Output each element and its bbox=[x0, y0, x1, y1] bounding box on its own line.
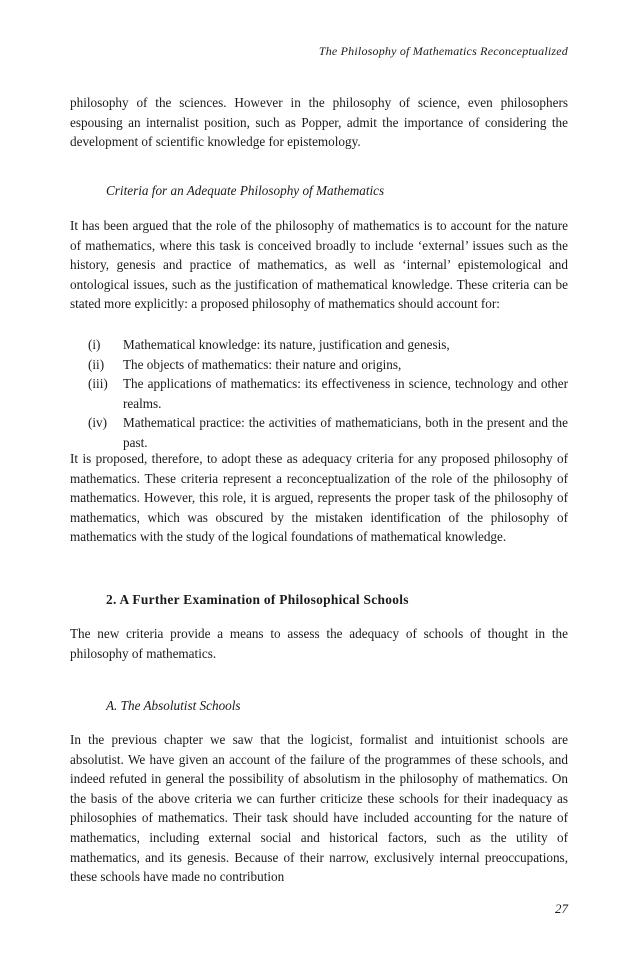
list-item-text: The objects of mathematics: their nature and origins, bbox=[123, 356, 402, 372]
list-item-number: (i) bbox=[88, 337, 101, 352]
list-item-text: Mathematical knowledge: its nature, justification and genesis, bbox=[123, 337, 450, 352]
paragraph-2: It has been argued that the role of the philosophy of mathematics is to account for the nature of mathematics, where this task is conceived broadly to include ‘external’ issues such as the history, genesis and practice of mathematics, as well as ‘internal’ epistemological and ontological issues, such as the justification of mathematical knowledge. These criteria can be stated more explicitly: a proposed philosophy of mathematics should account for: bbox=[70, 218, 568, 312]
criteria-list bbox=[70, 335, 568, 453]
paragraph-1: philosophy of the sciences. However in the philosophy of science, even philosophers espousing an internalist position, such as Popper, admit the importance of considering the development of scientific knowledge for epistemology. bbox=[70, 95, 568, 150]
paragraph-5: In the previous chapter we saw that the logicist, formalist and intuitionist schools are absolutist. We have given an account of the failure of the programmes of these schools, and indeed refuted in general the possibility of absolutism in the philosophy of mathematics. On the basis of the above criteria we can further criticize these schools for their inadequacy as philosophies of mathematics. Their task should have included accounting for the nature of mathematics, including external social and historical factors, such as the utility of mathematics, and its genesis. Because of their narrow, exclusively internal preoccupations, these schools have made no contribution bbox=[70, 732, 568, 885]
list-item-number: (ii) bbox=[88, 356, 105, 372]
paragraph-4: The new criteria provide a means to assess the adequacy of schools of thought in the philosophy of mathematics. bbox=[70, 626, 568, 661]
subheading-criteria: Criteria for an Adequate Philosophy of Mathematics bbox=[106, 183, 385, 198]
list-item-number: (iii) bbox=[88, 376, 108, 392]
list-item bbox=[70, 335, 568, 355]
paragraph-3: It is proposed, therefore, to adopt these as adequacy criteria for any proposed philosophy of mathematics. These criteria represent a reconceptualization of the role of the philosophy of mathematics. However, this role, it is argued, represents the proper task of the philosophy of mathematics, which was obscured by the mistaken identification of the philosophy of mathematics with the study of the logical foundations of mathematical knowledge. bbox=[70, 451, 568, 545]
page-number: 27 bbox=[555, 901, 568, 916]
book-page bbox=[70, 0, 568, 957]
list-item bbox=[70, 355, 568, 375]
section-heading: 2. A Further Examination of Philosophical Schools bbox=[106, 592, 409, 607]
list-item bbox=[70, 374, 568, 413]
list-item-text: The applications of mathematics: its effectiveness in science, technology and other realms. bbox=[123, 376, 568, 411]
list-item bbox=[70, 413, 568, 452]
running-head: The Philosophy of Mathematics Reconceptualized bbox=[318, 44, 568, 58]
list-item-number: (iv) bbox=[88, 415, 108, 431]
subheading-absolutist: A. The Absolutist Schools bbox=[106, 698, 241, 713]
list-item-text: Mathematical practice: the activities of mathematicians, both in the present and the past. bbox=[123, 415, 568, 450]
